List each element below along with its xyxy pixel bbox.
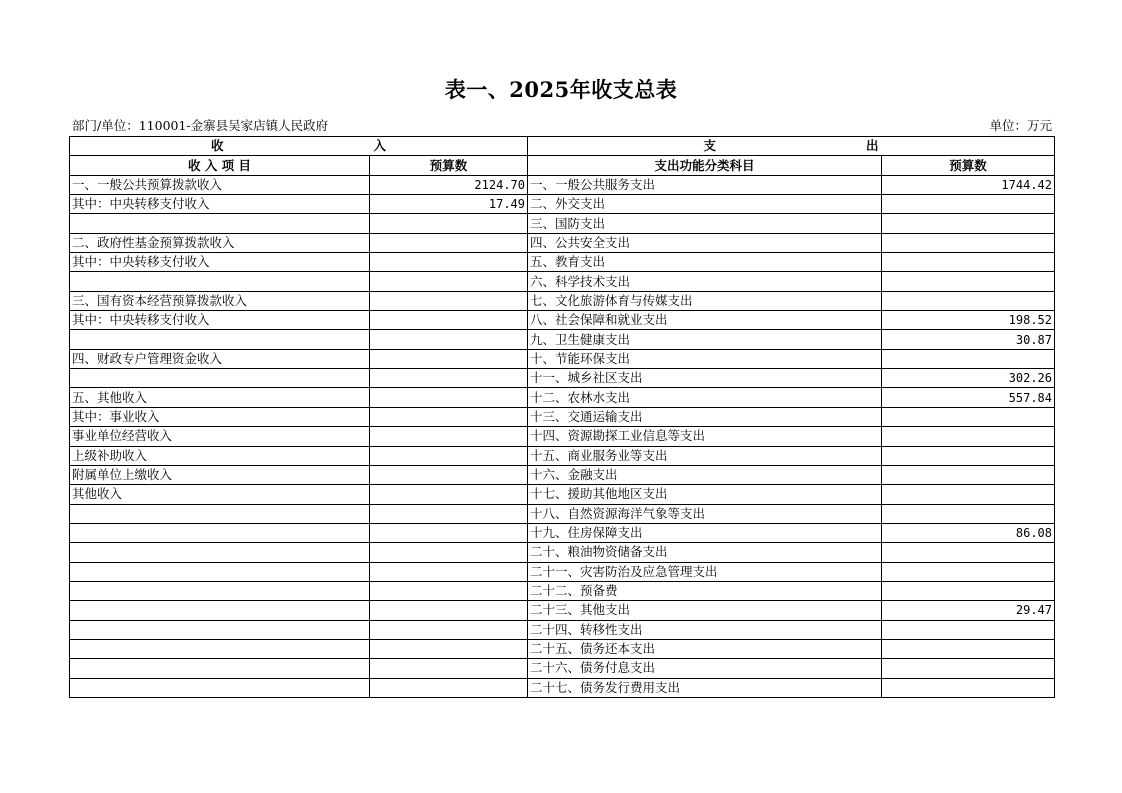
expense-item-cell: 十六、金融支出 [528,465,882,484]
expense-budget-cell [882,485,1055,504]
income-budget-cell [370,407,528,426]
expense-group-header [528,137,1055,156]
income-item-cell: 五、其他收入 [70,388,370,407]
income-budget-cell [370,581,528,600]
expense-budget-cell [882,272,1055,291]
income-item-cell: 四、财政专户管理资金收入 [70,349,370,368]
table-body [70,175,1055,697]
expense-item-cell: 二、外交支出 [528,195,882,214]
income-item-cell [70,523,370,542]
table-row [70,659,1055,678]
income-item-cell: 一、一般公共预算拨款收入 [70,175,370,194]
table-row [70,562,1055,581]
budget-summary-table [69,136,1055,698]
page-title: 表一、2025年收支总表 [444,77,678,102]
expense-item-cell: 八、社会保障和就业支出 [528,311,882,330]
expense-item-cell: 二十一、灾害防治及应急管理支出 [528,562,882,581]
expense-budget-cell: 30.87 [882,330,1055,349]
expense-budget-cell [882,446,1055,465]
expense-item-cell: 五、教育支出 [528,253,882,272]
income-budget-cell [370,504,528,523]
expense-item-cell: 二十三、其他支出 [528,601,882,620]
expense-item-cell: 七、文化旅游体育与传媒支出 [528,291,882,310]
expense-budget-cell [882,407,1055,426]
income-item-cell: 事业单位经营收入 [70,427,370,446]
income-item-cell: 其中：中央转移支付收入 [70,195,370,214]
expense-budget-cell [882,195,1055,214]
expense-item-cell: 十七、援助其他地区支出 [528,485,882,504]
income-item-cell [70,369,370,388]
expense-budget-cell [882,214,1055,233]
expense-budget-cell [882,659,1055,678]
table-row [70,581,1055,600]
table-row [70,504,1055,523]
table-row [70,330,1055,349]
income-item-cell: 二、政府性基金预算拨款收入 [70,233,370,252]
expense-budget-cell [882,253,1055,272]
table-row [70,311,1055,330]
expense-budget-cell [882,639,1055,658]
income-budget-cell [370,543,528,562]
table-row [70,253,1055,272]
income-item-cell [70,330,370,349]
income-group-char-a: 收 [210,138,224,154]
table-row [70,272,1055,291]
income-item-cell [70,639,370,658]
income-item-header: 收 入 项 目 [70,156,370,175]
expense-item-cell: 十一、城乡社区支出 [528,369,882,388]
income-budget-cell [370,620,528,639]
income-budget-cell [370,369,528,388]
table-row [70,349,1055,368]
expense-budget-cell: 302.26 [882,369,1055,388]
expense-budget-cell: 29.47 [882,601,1055,620]
expense-budget-cell: 198.52 [882,311,1055,330]
income-item-cell: 三、国有资本经营预算拨款收入 [70,291,370,310]
table-row [70,678,1055,697]
income-group-header [70,137,528,156]
expense-item-cell: 二十六、债务付息支出 [528,659,882,678]
income-item-cell [70,678,370,697]
expense-item-cell: 十二、农林水支出 [528,388,882,407]
expense-budget-cell [882,562,1055,581]
income-budget-cell [370,678,528,697]
income-item-cell: 上级补助收入 [70,446,370,465]
income-budget-cell [370,465,528,484]
income-budget-cell [370,562,528,581]
expense-group-char-a: 支 [703,138,716,154]
income-budget-cell [370,446,528,465]
expense-item-cell: 六、科学技术支出 [528,272,882,291]
table-row [70,543,1055,562]
expense-item-cell: 十、节能环保支出 [528,349,882,368]
income-item-cell: 其中：中央转移支付收入 [70,311,370,330]
income-budget-cell [370,272,528,291]
income-group-char-b: 入 [373,138,387,154]
table-row [70,427,1055,446]
expense-item-cell: 四、公共安全支出 [528,233,882,252]
income-budget-cell: 17.49 [370,195,528,214]
income-budget-cell: 2124.70 [370,175,528,194]
income-budget-cell [370,659,528,678]
table-row [70,620,1055,639]
income-item-cell [70,659,370,678]
income-budget-cell [370,388,528,407]
expense-item-cell: 十三、交通运输支出 [528,407,882,426]
expense-budget-cell [882,678,1055,697]
expense-item-header: 支出功能分类科目 [528,156,882,175]
income-item-cell: 其他收入 [70,485,370,504]
income-budget-cell [370,485,528,504]
expense-item-cell: 三、国防支出 [528,214,882,233]
income-item-cell [70,601,370,620]
expense-group-char-b: 出 [866,138,879,154]
expense-budget-cell [882,581,1055,600]
income-budget-cell [370,523,528,542]
expense-budget-cell [882,349,1055,368]
table-row [70,195,1055,214]
table-row [70,639,1055,658]
expense-budget-cell [882,233,1055,252]
expense-item-cell: 二十五、债务还本支出 [528,639,882,658]
table-row [70,291,1055,310]
income-budget-cell [370,601,528,620]
income-budget-cell [370,214,528,233]
income-item-cell [70,620,370,639]
income-item-cell [70,504,370,523]
income-item-cell: 其中：事业收入 [70,407,370,426]
expense-item-cell: 二十四、转移性支出 [528,620,882,639]
column-header-row [70,156,1055,175]
table-row [70,523,1055,542]
table-row [70,465,1055,484]
unit-label: 单位：万元 [989,118,1052,133]
expense-item-cell: 十四、资源勘探工业信息等支出 [528,427,882,446]
table-row [70,233,1055,252]
table-row [70,369,1055,388]
group-header-row [70,137,1055,156]
table-row [70,446,1055,465]
table-row [70,485,1055,504]
expense-budget-cell: 86.08 [882,523,1055,542]
income-budget-cell [370,233,528,252]
expense-item-cell: 十五、商业服务业等支出 [528,446,882,465]
income-budget-cell [370,349,528,368]
expense-budget-cell: 557.84 [882,388,1055,407]
income-budget-header: 预算数 [370,156,528,175]
expense-item-cell: 九、卫生健康支出 [528,330,882,349]
expense-budget-cell [882,427,1055,446]
expense-budget-cell [882,504,1055,523]
expense-item-cell: 二十二、预备费 [528,581,882,600]
income-budget-cell [370,291,528,310]
expense-budget-cell [882,543,1055,562]
expense-item-cell: 一、一般公共服务支出 [528,175,882,194]
income-budget-cell [370,639,528,658]
income-item-cell: 附属单位上缴收入 [70,465,370,484]
expense-budget-cell [882,465,1055,484]
income-item-cell: 其中：中央转移支付收入 [70,253,370,272]
income-item-cell [70,272,370,291]
table-row [70,388,1055,407]
income-budget-cell [370,427,528,446]
expense-budget-cell [882,291,1055,310]
income-item-cell [70,562,370,581]
income-item-cell [70,581,370,600]
table-row [70,214,1055,233]
table-row [70,175,1055,194]
department-label: 部门/单位：110001-金寨县吴家店镇人民政府 [72,118,329,133]
expense-item-cell: 二十、粮油物资储备支出 [528,543,882,562]
expense-item-cell: 十八、自然资源海洋气象等支出 [528,504,882,523]
income-budget-cell [370,253,528,272]
income-item-cell [70,543,370,562]
table-row [70,407,1055,426]
income-budget-cell [370,311,528,330]
expense-item-cell: 二十七、债务发行费用支出 [528,678,882,697]
table-row [70,601,1055,620]
expense-budget-cell: 1744.42 [882,175,1055,194]
expense-budget-header: 预算数 [882,156,1055,175]
expense-item-cell: 十九、住房保障支出 [528,523,882,542]
income-budget-cell [370,330,528,349]
expense-budget-cell [882,620,1055,639]
income-item-cell [70,214,370,233]
